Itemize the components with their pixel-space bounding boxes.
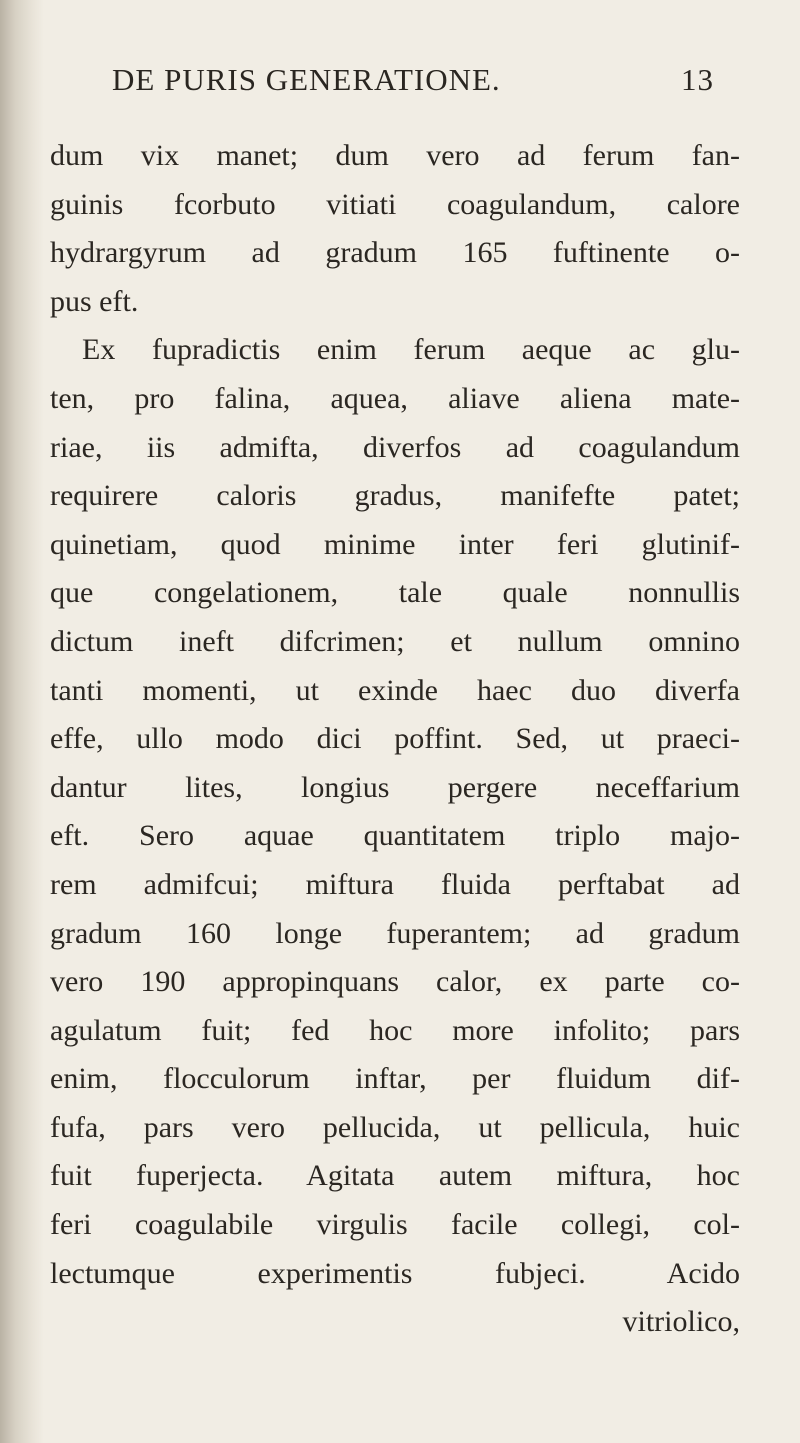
catchword: vitriolico, <box>622 1305 740 1339</box>
text-line: fuit fuperjecta. Agitata autem miftura, hoc <box>50 1159 740 1193</box>
text-line: fufa, pars vero pellucida, ut pellicula, huic <box>50 1110 740 1144</box>
text-line: requirere caloris gradus, manifefte patet; <box>50 479 740 513</box>
text-line: guinis fcorbuto vitiati coagulandum, calore <box>50 187 740 221</box>
text-line: dantur lites, longius pergere neceffarium <box>50 770 740 804</box>
text-line: riae, iis admifta, diverfos ad coagulandum <box>50 430 740 464</box>
text-line: eft. Sero aquae quantitatem triplo majo- <box>50 819 740 853</box>
body-text <box>50 132 740 1347</box>
text-line: que congelationem, tale quale nonnullis <box>50 576 740 610</box>
text-line: lectumque experimentis fubjeci. Acido <box>50 1256 740 1290</box>
text-line: dum vix manet; dum vero ad ferum fan- <box>50 139 740 172</box>
text-line: quinetiam, quod minime inter feri glutinif- <box>50 527 740 561</box>
text-line: effe, ullo modo dici poffint. Sed, ut praeci- <box>50 722 740 756</box>
text-line: vero 190 appropinquans calor, ex parte co- <box>50 965 740 999</box>
text-line: gradum 160 longe fuperantem; ad gradum <box>50 916 740 950</box>
text-line: feri coagulabile virgulis facile collegi, col- <box>50 1208 740 1242</box>
page-number: 13 <box>681 62 714 97</box>
text-line: hydrargyrum ad gradum 165 fuftinente o- <box>50 236 740 270</box>
running-title: DE PURIS GENERATIONE. <box>112 62 501 97</box>
running-head <box>112 58 722 108</box>
text-line: dictum ineft difcrimen; et nullum omnino <box>50 624 740 658</box>
text-line: pus eft. <box>50 284 139 318</box>
text-line: agulatum fuit; fed hoc more infolito; pars <box>50 1013 740 1047</box>
text-line: Ex fupradictis enim ferum aeque ac glu- <box>82 333 740 367</box>
text-line: enim, flocculorum inftar, per fluidum dif- <box>50 1062 740 1096</box>
text-line: tanti momenti, ut exinde haec duo diverfa <box>50 673 740 707</box>
text-line: rem admifcui; miftura fluida perftabat ad <box>50 867 740 901</box>
text-line: ten, pro falina, aquea, aliave aliena mate- <box>50 381 740 415</box>
